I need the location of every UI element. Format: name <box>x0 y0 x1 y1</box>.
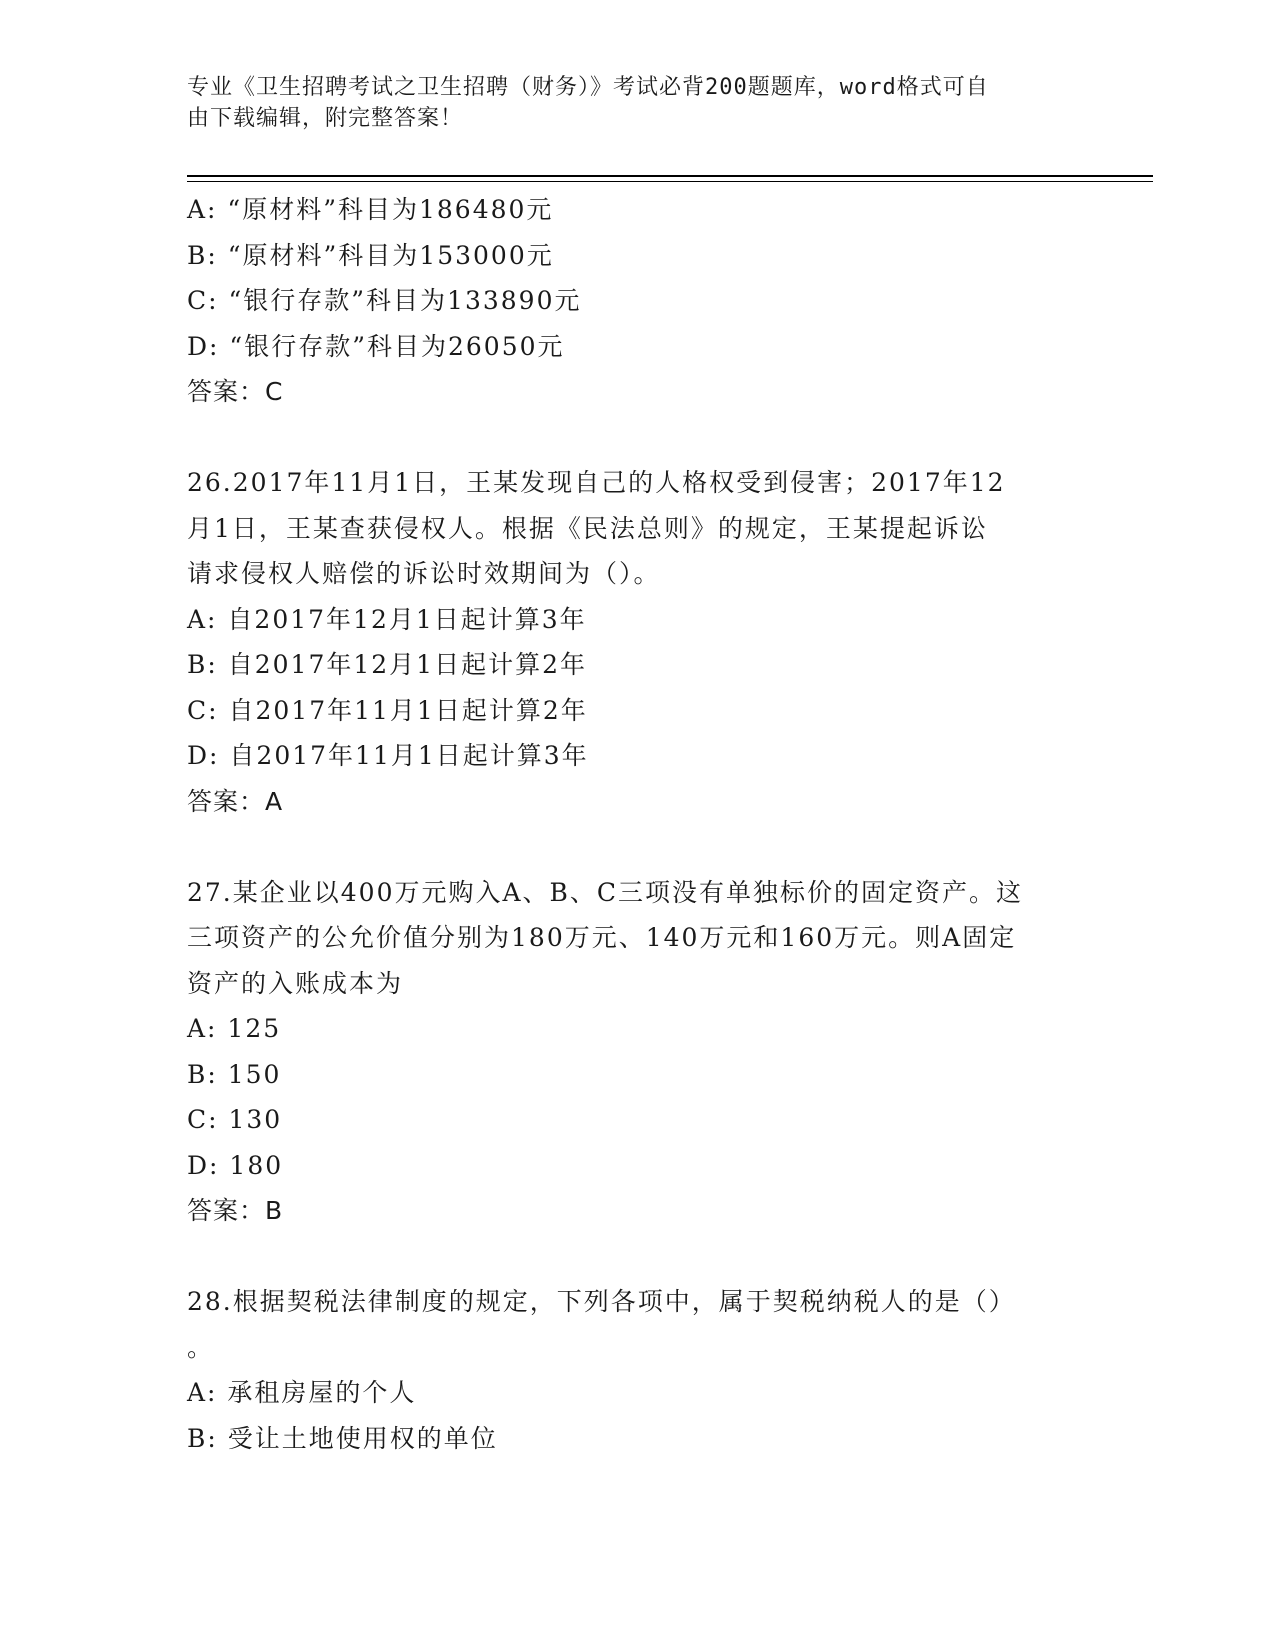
answer: 答案：C <box>187 377 284 406</box>
option-d: D: 180 <box>187 1150 284 1180</box>
option-d: D: “银行存款”科目为26050元 <box>187 331 565 361</box>
header-line-1: 专业《卫生招聘考试之卫生招聘（财务）》考试必背200题题库，word格式可自 <box>187 75 989 100</box>
question-stem-line: 月1日，王某查获侵权人。根据《民法总则》的规定，王某提起诉讼 <box>187 513 988 543</box>
question-26 <box>187 460 1087 824</box>
option-b: B: 150 <box>187 1059 282 1089</box>
question-28 <box>187 1279 1087 1461</box>
question-stem-line: 。 <box>187 1332 215 1362</box>
answer: 答案：B <box>187 1196 284 1225</box>
option-b: B: 自2017年12月1日起计算2年 <box>187 650 587 679</box>
option-d: D: 自2017年11月1日起计算3年 <box>187 741 589 770</box>
option-a: A: “原材料”科目为186480元 <box>187 195 554 224</box>
option-b: B: “原材料”科目为153000元 <box>187 240 554 270</box>
document-header <box>187 72 1067 134</box>
option-a: A: 125 <box>187 1014 282 1043</box>
option-c: C: “银行存款”科目为133890元 <box>187 286 582 315</box>
question-stem-line: 28.根据契税法律制度的规定，下列各项中，属于契税纳税人的是（） <box>187 1287 1016 1316</box>
question-stem-line: 资产的入账成本为 <box>187 968 404 998</box>
header-line-2: 由下载编辑，附完整答案！ <box>187 106 464 131</box>
question-stem-line: 26.2017年11月1日，王某发现自己的人格权受到侵害；2017年12 <box>187 468 1006 497</box>
question-27 <box>187 870 1087 1234</box>
option-a: A: 自2017年12月1日起计算3年 <box>187 604 587 634</box>
option-c: C: 自2017年11月1日起计算2年 <box>187 695 588 725</box>
spacer <box>187 1234 1087 1280</box>
question-stem-line: 请求侵权人赔偿的诉讼时效期间为（）。 <box>187 559 661 588</box>
spacer <box>187 824 1087 870</box>
option-a: A: 承租房屋的个人 <box>187 1378 417 1407</box>
header-divider-thin <box>187 181 1153 182</box>
question-stem-line: 三项资产的公允价值分别为180万元、140万元和160万元。则A固定 <box>187 923 1017 952</box>
spacer <box>187 415 1087 461</box>
option-b: B: 受让土地使用权的单位 <box>187 1423 498 1453</box>
answer: 答案：A <box>187 786 284 816</box>
question-list <box>187 187 1087 1461</box>
question-stem-line: 27.某企业以400万元购入A、B、C三项没有单独标价的固定资产。这 <box>187 877 1024 907</box>
question-25 <box>187 187 1087 415</box>
option-c: C: 130 <box>187 1105 283 1134</box>
header-divider-thick <box>187 175 1153 177</box>
